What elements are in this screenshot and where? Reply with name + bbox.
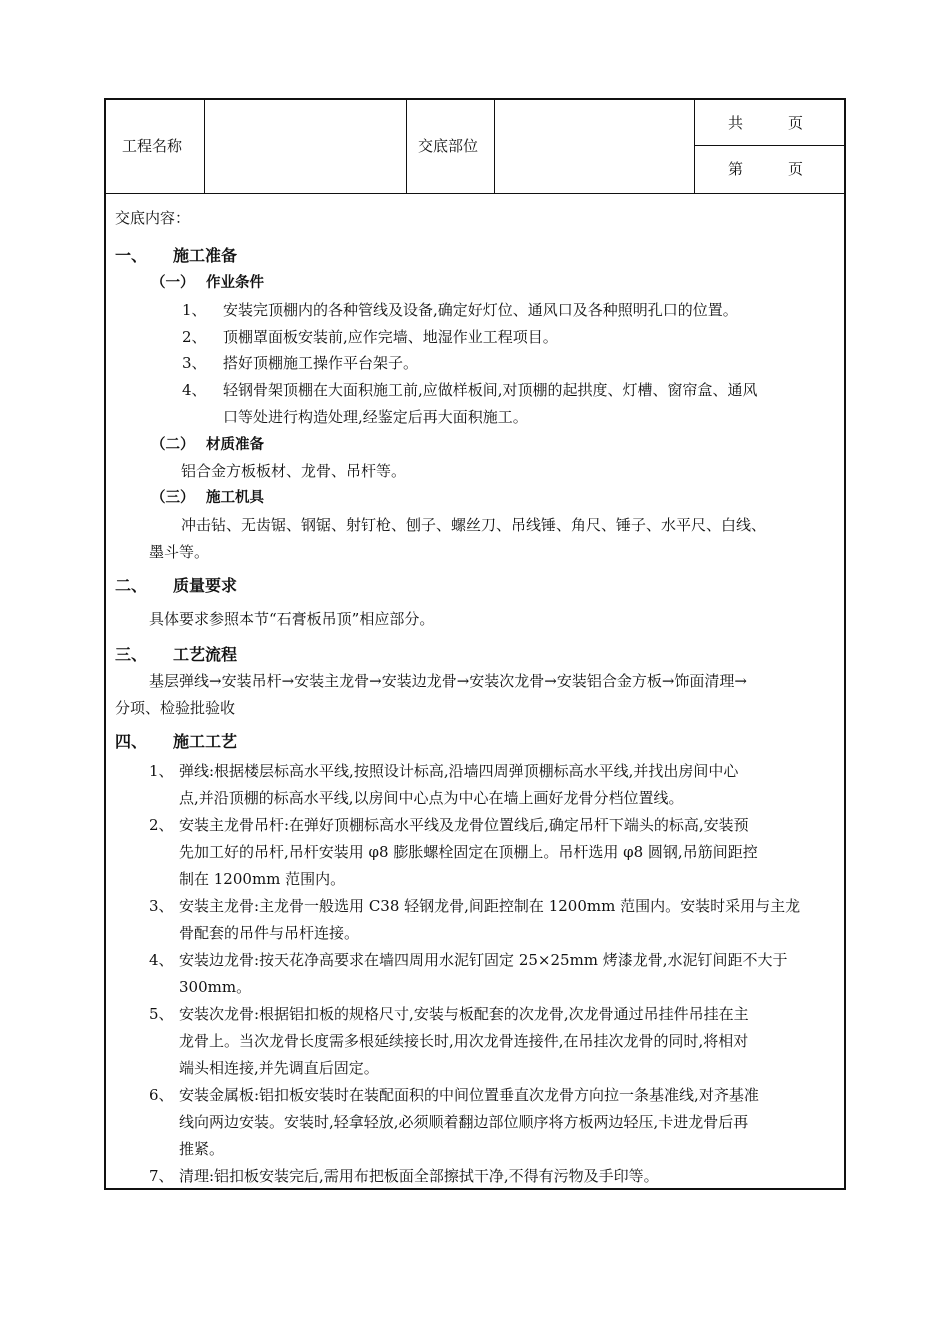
list-number: 5、 bbox=[149, 1005, 174, 1023]
section-number: 四、 bbox=[115, 732, 148, 751]
divider bbox=[406, 100, 407, 193]
list-number: 1、 bbox=[149, 762, 174, 780]
subsection-number: （一） bbox=[151, 275, 195, 291]
list-number: 3、 bbox=[182, 354, 207, 372]
list-item: 骨配套的吊件与吊杆连接。 bbox=[179, 924, 360, 942]
content-label: 交底内容： bbox=[115, 209, 191, 227]
list-item: 推紧。 bbox=[179, 1140, 225, 1158]
list-item: 安装主龙骨吊杆:在弹好顶棚标高水平线及龙骨位置线后,确定吊杆下端头的标高,安装预 bbox=[179, 816, 749, 834]
list-number: 3、 bbox=[149, 897, 174, 915]
section-title: 施工工艺 bbox=[173, 732, 238, 751]
paragraph: 铝合金方板板材、龙骨、吊杆等。 bbox=[181, 462, 407, 480]
list-item: 安装次龙骨:根据铝扣板的规格尺寸,安装与板配套的次龙骨,次龙骨通过吊挂件吊挂在主 bbox=[179, 1005, 749, 1023]
list-item: 300mm。 bbox=[179, 978, 252, 996]
section-title: 工艺流程 bbox=[173, 645, 238, 664]
list-number: 4、 bbox=[182, 381, 207, 399]
list-number: 6、 bbox=[149, 1086, 174, 1104]
list-item: 安装完顶棚内的各种管线及设备,确定好灯位、通风口及各种照明孔口的位置。 bbox=[223, 301, 738, 319]
section-number: 三、 bbox=[115, 645, 148, 664]
project-name-label: 工程名称 bbox=[122, 137, 183, 155]
disclosure-form bbox=[104, 98, 846, 1190]
list-item: 安装主龙骨:主龙骨一般选用 C38 轻钢龙骨,间距控制在 1200mm 范围内。安装时采用与主龙 bbox=[179, 897, 801, 915]
subsection-number: （二） bbox=[151, 437, 195, 453]
list-item: 安装边龙骨:按天花净高要求在墙四周用水泥钉固定 25×25mm 烤漆龙骨,水泥钉间距不大于 bbox=[179, 951, 788, 969]
list-item: 轻钢骨架顶棚在大面积施工前,应做样板间,对顶棚的起拱度、灯槽、窗帘盒、通风 bbox=[223, 381, 758, 399]
list-item: 弹线:根据楼层标高水平线,按照设计标高,沿墙四周弹顶棚标高水平线,并找出房间中心 bbox=[179, 762, 739, 780]
divider bbox=[694, 145, 844, 146]
total-pages: 共 页 bbox=[728, 114, 804, 132]
paragraph: 冲击钻、无齿锯、钢锯、射钉枪、刨子、螺丝刀、吊线锤、角尺、锤子、水平尺、白线、 bbox=[181, 516, 767, 534]
divider bbox=[494, 100, 495, 193]
subsection-number: （三） bbox=[151, 490, 195, 506]
list-number: 1、 bbox=[182, 301, 207, 319]
page-number: 第 页 bbox=[728, 160, 804, 178]
location-label: 交底部位 bbox=[418, 137, 479, 155]
list-number: 7、 bbox=[149, 1167, 174, 1185]
list-item: 搭好顶棚施工操作平台架子。 bbox=[223, 354, 419, 372]
list-item: 线向两边安装。安装时,轻拿轻放,必须顺着翻边部位顺序将方板两边轻压,卡进龙骨后再 bbox=[179, 1113, 749, 1131]
divider bbox=[694, 100, 695, 193]
subsection-title: 施工机具 bbox=[206, 490, 264, 506]
section-title: 质量要求 bbox=[173, 576, 238, 595]
paragraph: 具体要求参照本节“石膏板吊顶”相应部分。 bbox=[149, 610, 435, 628]
list-item: 龙骨上。当次龙骨长度需多根延续接长时,用次龙骨连接件,在吊挂次龙骨的同时,将相对 bbox=[179, 1032, 749, 1050]
section-title: 施工准备 bbox=[173, 246, 238, 265]
list-item: 先加工好的吊杆,吊杆安装用 φ8 膨胀螺栓固定在顶棚上。吊杆选用 φ8 圆钢,吊筋间距控 bbox=[179, 843, 758, 861]
list-number: 4、 bbox=[149, 951, 174, 969]
process-flow: 基层弹线→安装吊杆→安装主龙骨→安装边龙骨→安装次龙骨→安装铝合金方板→饰面清理→ bbox=[149, 672, 747, 690]
list-item: 安装金属板:铝扣板安装时在装配面积的中间位置垂直次龙骨方向拉一条基准线,对齐基准 bbox=[179, 1086, 759, 1104]
list-item-continued: 口等处进行构造处理,经鉴定后再大面积施工。 bbox=[223, 408, 528, 426]
section-number: 一、 bbox=[115, 246, 148, 265]
divider bbox=[204, 100, 205, 193]
list-number: 2、 bbox=[182, 328, 207, 346]
list-item: 点,并沿顶棚的标高水平线,以房间中心点为中心在墙上画好龙骨分档位置线。 bbox=[179, 789, 684, 807]
list-number: 2、 bbox=[149, 816, 174, 834]
list-item: 端头相连接,并先调直后固定。 bbox=[179, 1059, 379, 1077]
list-item: 清理:铝扣板安装完后,需用布把板面全部擦拭干净,不得有污物及手印等。 bbox=[179, 1167, 659, 1185]
list-item: 制在 1200mm 范围内。 bbox=[179, 870, 346, 888]
process-flow: 分项、检验批验收 bbox=[115, 699, 236, 717]
subsection-title: 作业条件 bbox=[206, 275, 264, 291]
list-item: 顶棚罩面板安装前,应作完墙、地湿作业工程项目。 bbox=[223, 328, 558, 346]
paragraph: 墨斗等。 bbox=[149, 543, 210, 561]
subsection-title: 材质准备 bbox=[206, 437, 264, 453]
section-number: 二、 bbox=[115, 576, 148, 595]
header-table bbox=[106, 100, 844, 194]
